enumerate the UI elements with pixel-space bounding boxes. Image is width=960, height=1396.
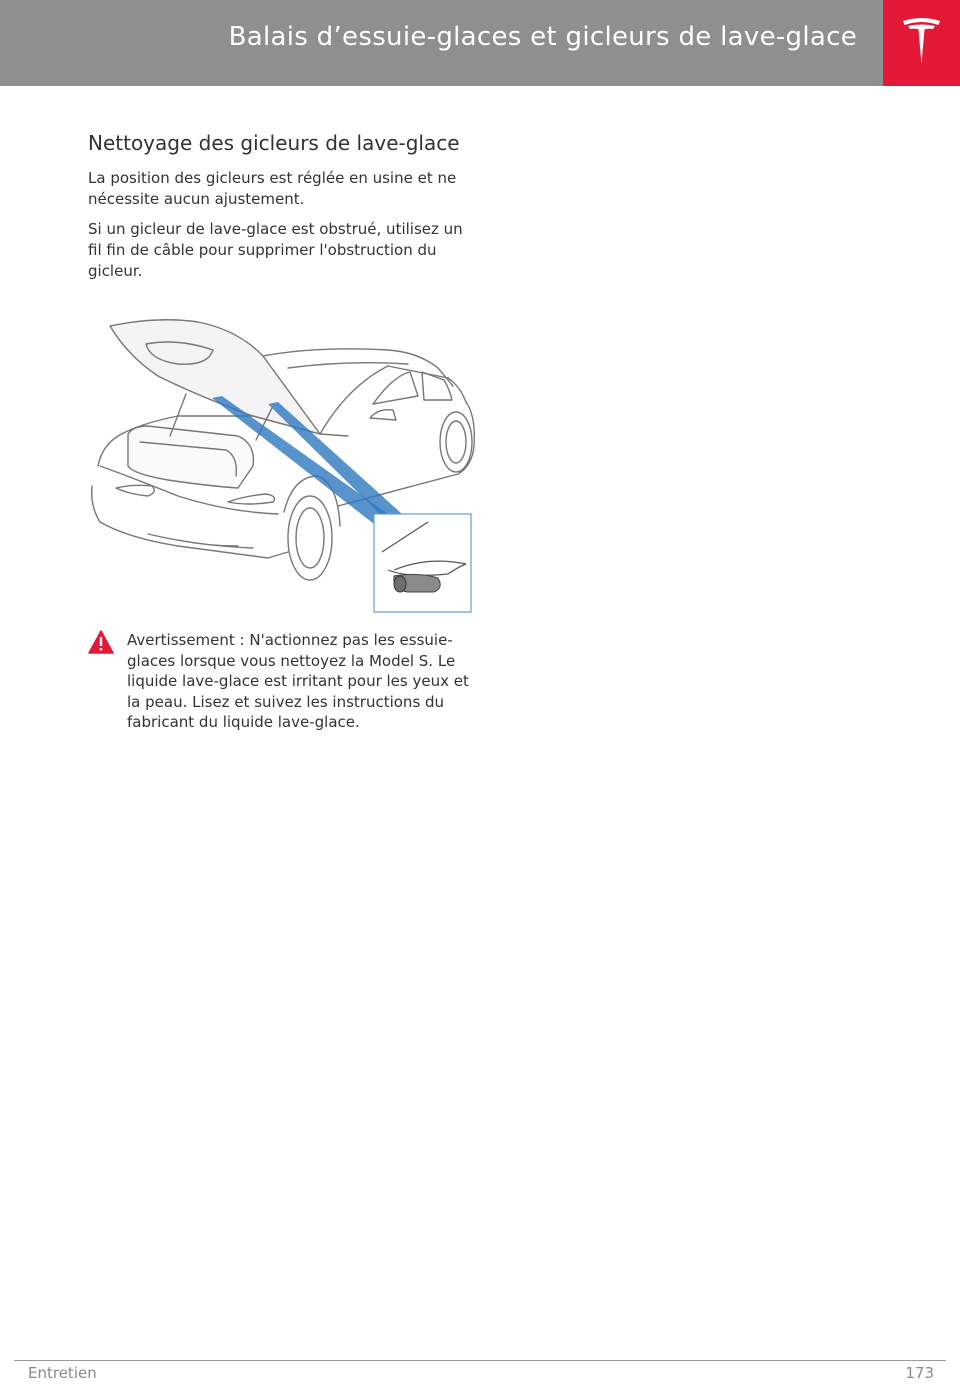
paragraph-nozzle-position: La position des gicleurs est réglée en usine et ne nécessite aucun ajustement.	[88, 169, 457, 208]
footer-divider	[14, 1360, 946, 1361]
paragraph-nozzle-clearing: Si un gicleur de lave-glace est obstrué, utilisez un fil fin de câble pour supprimer l'obstruction du gicleur.	[88, 220, 463, 280]
header-title: Balais d’essuie-glaces et gicleurs de lave-glace	[228, 22, 857, 52]
section-title: Nettoyage des gicleurs de lave-glace	[88, 131, 460, 155]
warning-text: Avertissement : N'actionnez pas les essuie-glaces lorsque vous nettoyez la Model S. Le liquide lave-glace est irritant pour les yeux et la peau. Lisez et suivez les instructions du fabricant du liquide lave-glace.	[127, 631, 469, 731]
warning-triangle-icon	[88, 630, 114, 654]
brand-logo-box	[883, 0, 960, 86]
main-content	[88, 130, 480, 291]
tesla-logo-icon	[900, 16, 943, 66]
footer-section-name: Entretien	[28, 1364, 97, 1382]
car-washer-nozzle-illustration	[88, 316, 478, 616]
page-header	[0, 0, 883, 86]
page-number: 173	[905, 1364, 934, 1382]
